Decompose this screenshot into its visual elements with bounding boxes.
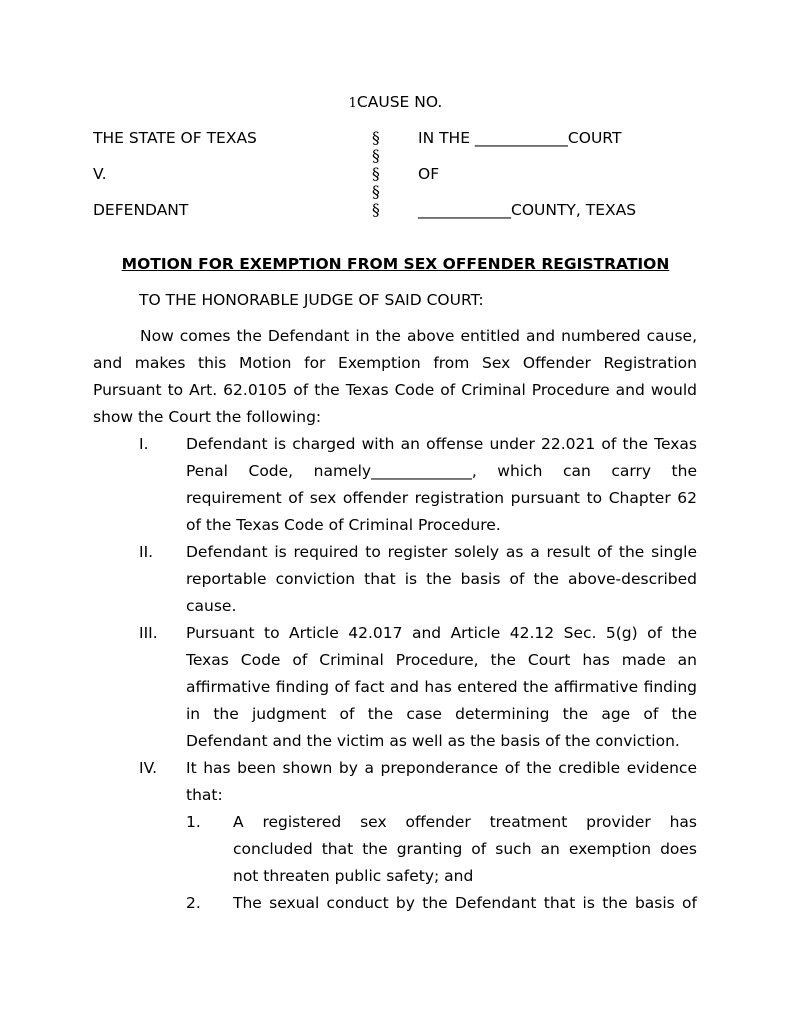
list-number: II.	[139, 543, 154, 561]
motion-title: MOTION FOR EXEMPTION FROM SEX OFFENDER REGISTRATION	[121, 255, 670, 273]
list-item-line: Defendant and the victim as well as the basis of the conviction.	[186, 732, 680, 750]
caption-court: IN THE ____________COURT	[418, 129, 622, 147]
list-item-line: Pursuant to Article 42.017 and Article 42.12 Sec. 5(g) of the	[186, 624, 697, 642]
paragraph-line: show the Court the following:	[93, 408, 322, 426]
sublist-number: 1.	[186, 813, 201, 831]
cause-no-label: CAUSE NO.	[356, 93, 443, 111]
caption-versus: V.	[93, 165, 107, 183]
paragraph-line: and makes this Motion for Exemption from Sex Offender Registration	[93, 354, 697, 372]
section-symbol: §	[372, 183, 380, 201]
sublist-item-line: not threaten public safety; and	[233, 867, 474, 885]
caption-row	[0, 201, 791, 221]
section-symbol: §	[372, 147, 380, 165]
list-item-line: cause.	[186, 597, 237, 615]
caption-of: OF	[418, 165, 440, 183]
section-symbol: §	[372, 165, 380, 183]
list-number: IV.	[139, 759, 158, 777]
list-item-line: that:	[186, 786, 223, 804]
list-number: I.	[139, 435, 149, 453]
sublist-number: 2.	[186, 894, 201, 912]
list-item-line: Texas Code of Criminal Procedure, the Court has made an	[186, 651, 697, 669]
section-symbol: §	[372, 129, 380, 147]
list-item-line: of the Texas Code of Criminal Procedure.	[186, 516, 501, 534]
paragraph-line: Pursuant to Art. 62.0105 of the Texas Code of Criminal Procedure and would	[93, 381, 697, 399]
list-item-line: affirmative finding of fact and has entered the affirmative finding	[186, 678, 697, 696]
section-symbol: §	[372, 201, 380, 219]
list-item-line: reportable conviction that is the basis of the above-described	[186, 570, 697, 588]
salutation: TO THE HONORABLE JUDGE OF SAID COURT:	[139, 291, 484, 309]
caption-row	[0, 147, 791, 167]
list-item-line: requirement of sex offender registration pursuant to Chapter 62	[186, 489, 697, 507]
caption-row	[0, 129, 791, 149]
footnote-mark: 1	[348, 96, 357, 111]
caption-row	[0, 165, 791, 185]
sublist-item-line: concluded that the granting of such an exemption does	[233, 840, 697, 858]
list-item-line: Defendant is required to register solely as a result of the single	[186, 543, 697, 561]
caption-party: THE STATE OF TEXAS	[93, 129, 257, 147]
list-item-line: It has been shown by a preponderance of the credible evidence	[186, 759, 697, 777]
caption-county: ____________COUNTY, TEXAS	[418, 201, 637, 219]
paragraph-line: Now comes the Defendant in the above entitled and numbered cause,	[140, 327, 697, 345]
list-item-line: Penal Code, namely_____________, which can carry the	[186, 462, 697, 480]
sublist-item-line: The sexual conduct by the Defendant that is the basis of	[233, 894, 697, 912]
list-item-line: in the judgment of the case determining the age of the	[186, 705, 697, 723]
list-item-line: Defendant is charged with an offense under 22.021 of the Texas	[186, 435, 697, 453]
list-number: III.	[139, 624, 158, 642]
sublist-item-line: A registered sex offender treatment provider has	[233, 813, 697, 831]
caption-defendant: DEFENDANT	[93, 201, 189, 219]
caption-row	[0, 183, 791, 203]
cause-number-heading	[0, 93, 791, 111]
